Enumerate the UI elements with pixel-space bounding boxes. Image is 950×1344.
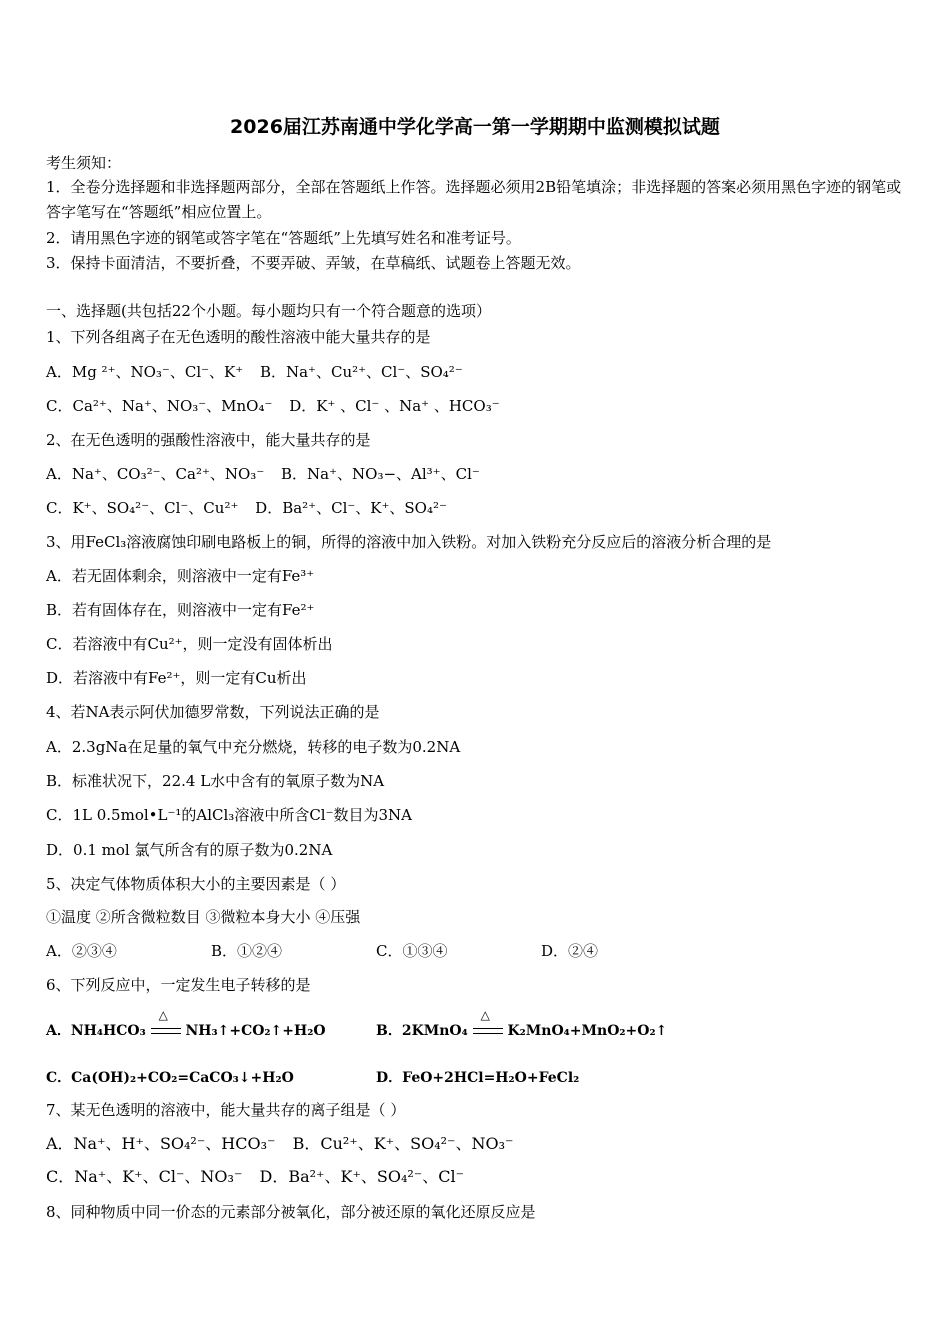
q1-option-c: C．Ca²⁺、Na⁺、NO₃⁻、MnO₄⁻	[46, 397, 273, 415]
q6-option-b	[376, 1008, 668, 1041]
q2-option-d: D．Ba²⁺、Cl⁻、K⁺、SO₄²⁻	[255, 499, 447, 517]
heat-condition-icon: △	[473, 1021, 503, 1041]
notice-item-2: 2．请用黑色字迹的钢笔或答字笔在“答题纸”上先填写姓名和准考证号。	[46, 229, 521, 247]
notice-heading: 考生须知：	[46, 154, 122, 172]
q1-options-row2	[46, 396, 500, 416]
q5-factors: ①温度 ②所含微粒数目 ③微粒本身大小 ④压强	[46, 908, 361, 926]
heat-condition-icon: △	[151, 1021, 181, 1041]
q2-stem: 2、在无色透明的强酸性溶液中，能大量共存的是	[46, 431, 371, 449]
q6-b-reactants: B．2KMnO₄	[376, 1023, 468, 1039]
q4-option-a: A．2.3gNa在足量的氧气中充分燃烧，转移的电子数为0.2NA	[46, 738, 461, 756]
q3-stem: 3、用FeCl₃溶液腐蚀印刷电路板上的铜，所得的溶液中加入铁粉。对加入铁粉充分反应后的溶液分析合理的是	[46, 533, 772, 551]
q4-option-d: D．0.1 mol 氯气所含有的原子数为0.2NA	[46, 841, 333, 859]
q6-option-d: D．FeO+2HCl=H₂O+FeCl₂	[376, 1070, 580, 1086]
q1-option-a: A．Mg ²⁺、NO₃⁻、Cl⁻、K⁺	[46, 363, 244, 381]
q6-option-a	[46, 1008, 326, 1041]
notice-item-3: 3．保持卡面清洁，不要折叠，不要弄破、弄皱，在草稿纸、试题卷上答题无效。	[46, 254, 581, 272]
q2-option-c: C．K⁺、SO₄²⁻、Cl⁻、Cu²⁺	[46, 499, 239, 517]
q4-stem: 4、若NA表示阿伏加德罗常数，下列说法正确的是	[46, 703, 380, 721]
q2-options-row2	[46, 498, 447, 518]
q7-option-a: A．Na⁺、H⁺、SO₄²⁻、HCO₃⁻	[46, 1134, 276, 1153]
q6-b-products: K₂MnO₄+MnO₂+O₂↑	[507, 1023, 668, 1039]
q7-options-row2	[46, 1167, 464, 1187]
q7-option-b: B．Cu²⁺、K⁺、SO₄²⁻、NO₃⁻	[292, 1134, 514, 1153]
q1-stem: 1、下列各组离子在无色透明的酸性溶液中能大量共存的是	[46, 328, 431, 346]
q3-option-b: B．若有固体存在，则溶液中一定有Fe²⁺	[46, 601, 315, 619]
q1-option-d: D．K⁺ 、Cl⁻ 、Na⁺ 、HCO₃⁻	[289, 397, 500, 415]
q1-options-row1	[46, 362, 463, 382]
q5-option-d: D．②④	[541, 942, 599, 960]
q2-option-b: B．Na⁺、NO₃−、Al³⁺、Cl⁻	[281, 465, 480, 483]
q2-options-row1	[46, 464, 480, 484]
q5-option-a: A．②③④	[46, 942, 117, 960]
exam-title: 2026届江苏南通中学化学高一第一学期期中监测模拟试题	[230, 116, 720, 138]
q7-option-d: D．Ba²⁺、K⁺、SO₄²⁻、Cl⁻	[259, 1167, 465, 1186]
q6-a-products: NH₃↑+CO₂↑+H₂O	[185, 1023, 326, 1039]
q6-option-c: C．Ca(OH)₂+CO₂=CaCO₃↓+H₂O	[46, 1070, 294, 1086]
q7-options-row1	[46, 1134, 513, 1154]
q4-option-b: B．标准状况下，22.4 L水中含有的氧原子数为NA	[46, 772, 385, 790]
q6-stem: 6、下列反应中，一定发生电子转移的是	[46, 976, 311, 994]
q6-a-reactants: A．NH₄HCO₃	[46, 1023, 146, 1039]
q5-stem: 5、决定气体物质体积大小的主要因素是（ ）	[46, 875, 346, 893]
q1-option-b: B．Na⁺、Cu²⁺、Cl⁻、SO₄²⁻	[259, 363, 463, 381]
q3-option-a: A．若无固体剩余，则溶液中一定有Fe³⁺	[46, 567, 315, 585]
q5-option-c: C．①③④	[376, 942, 448, 960]
notice-item-1: 1．全卷分选择题和非选择题两部分，全部在答题纸上作答。选择题必须用2B铅笔填涂；非选择题的答案必须用黑色字迹的钢笔或答字笔写在“答题纸”相应位置上。	[46, 178, 902, 221]
q5-option-b: B．①②④	[211, 942, 283, 960]
q7-stem: 7、某无色透明的溶液中，能大量共存的离子组是（ ）	[46, 1101, 406, 1119]
section-heading: 一、选择题(共包括22个小题。每小题均只有一个符合题意的选项）	[46, 302, 491, 320]
q3-option-c: C．若溶液中有Cu²⁺，则一定没有固体析出	[46, 635, 333, 653]
q3-option-d: D．若溶液中有Fe²⁺，则一定有Cu析出	[46, 669, 307, 687]
q8-stem: 8、同种物质中同一价态的元素部分被氧化，部分被还原的氧化还原反应是	[46, 1203, 536, 1221]
q7-option-c: C．Na⁺、K⁺、Cl⁻、NO₃⁻	[46, 1167, 243, 1186]
q2-option-a: A．Na⁺、CO₃²⁻、Ca²⁺、NO₃⁻	[46, 465, 265, 483]
q4-option-c: C．1L 0.5mol•L⁻¹的AlCl₃溶液中所含Cl⁻数目为3NA	[46, 806, 413, 824]
